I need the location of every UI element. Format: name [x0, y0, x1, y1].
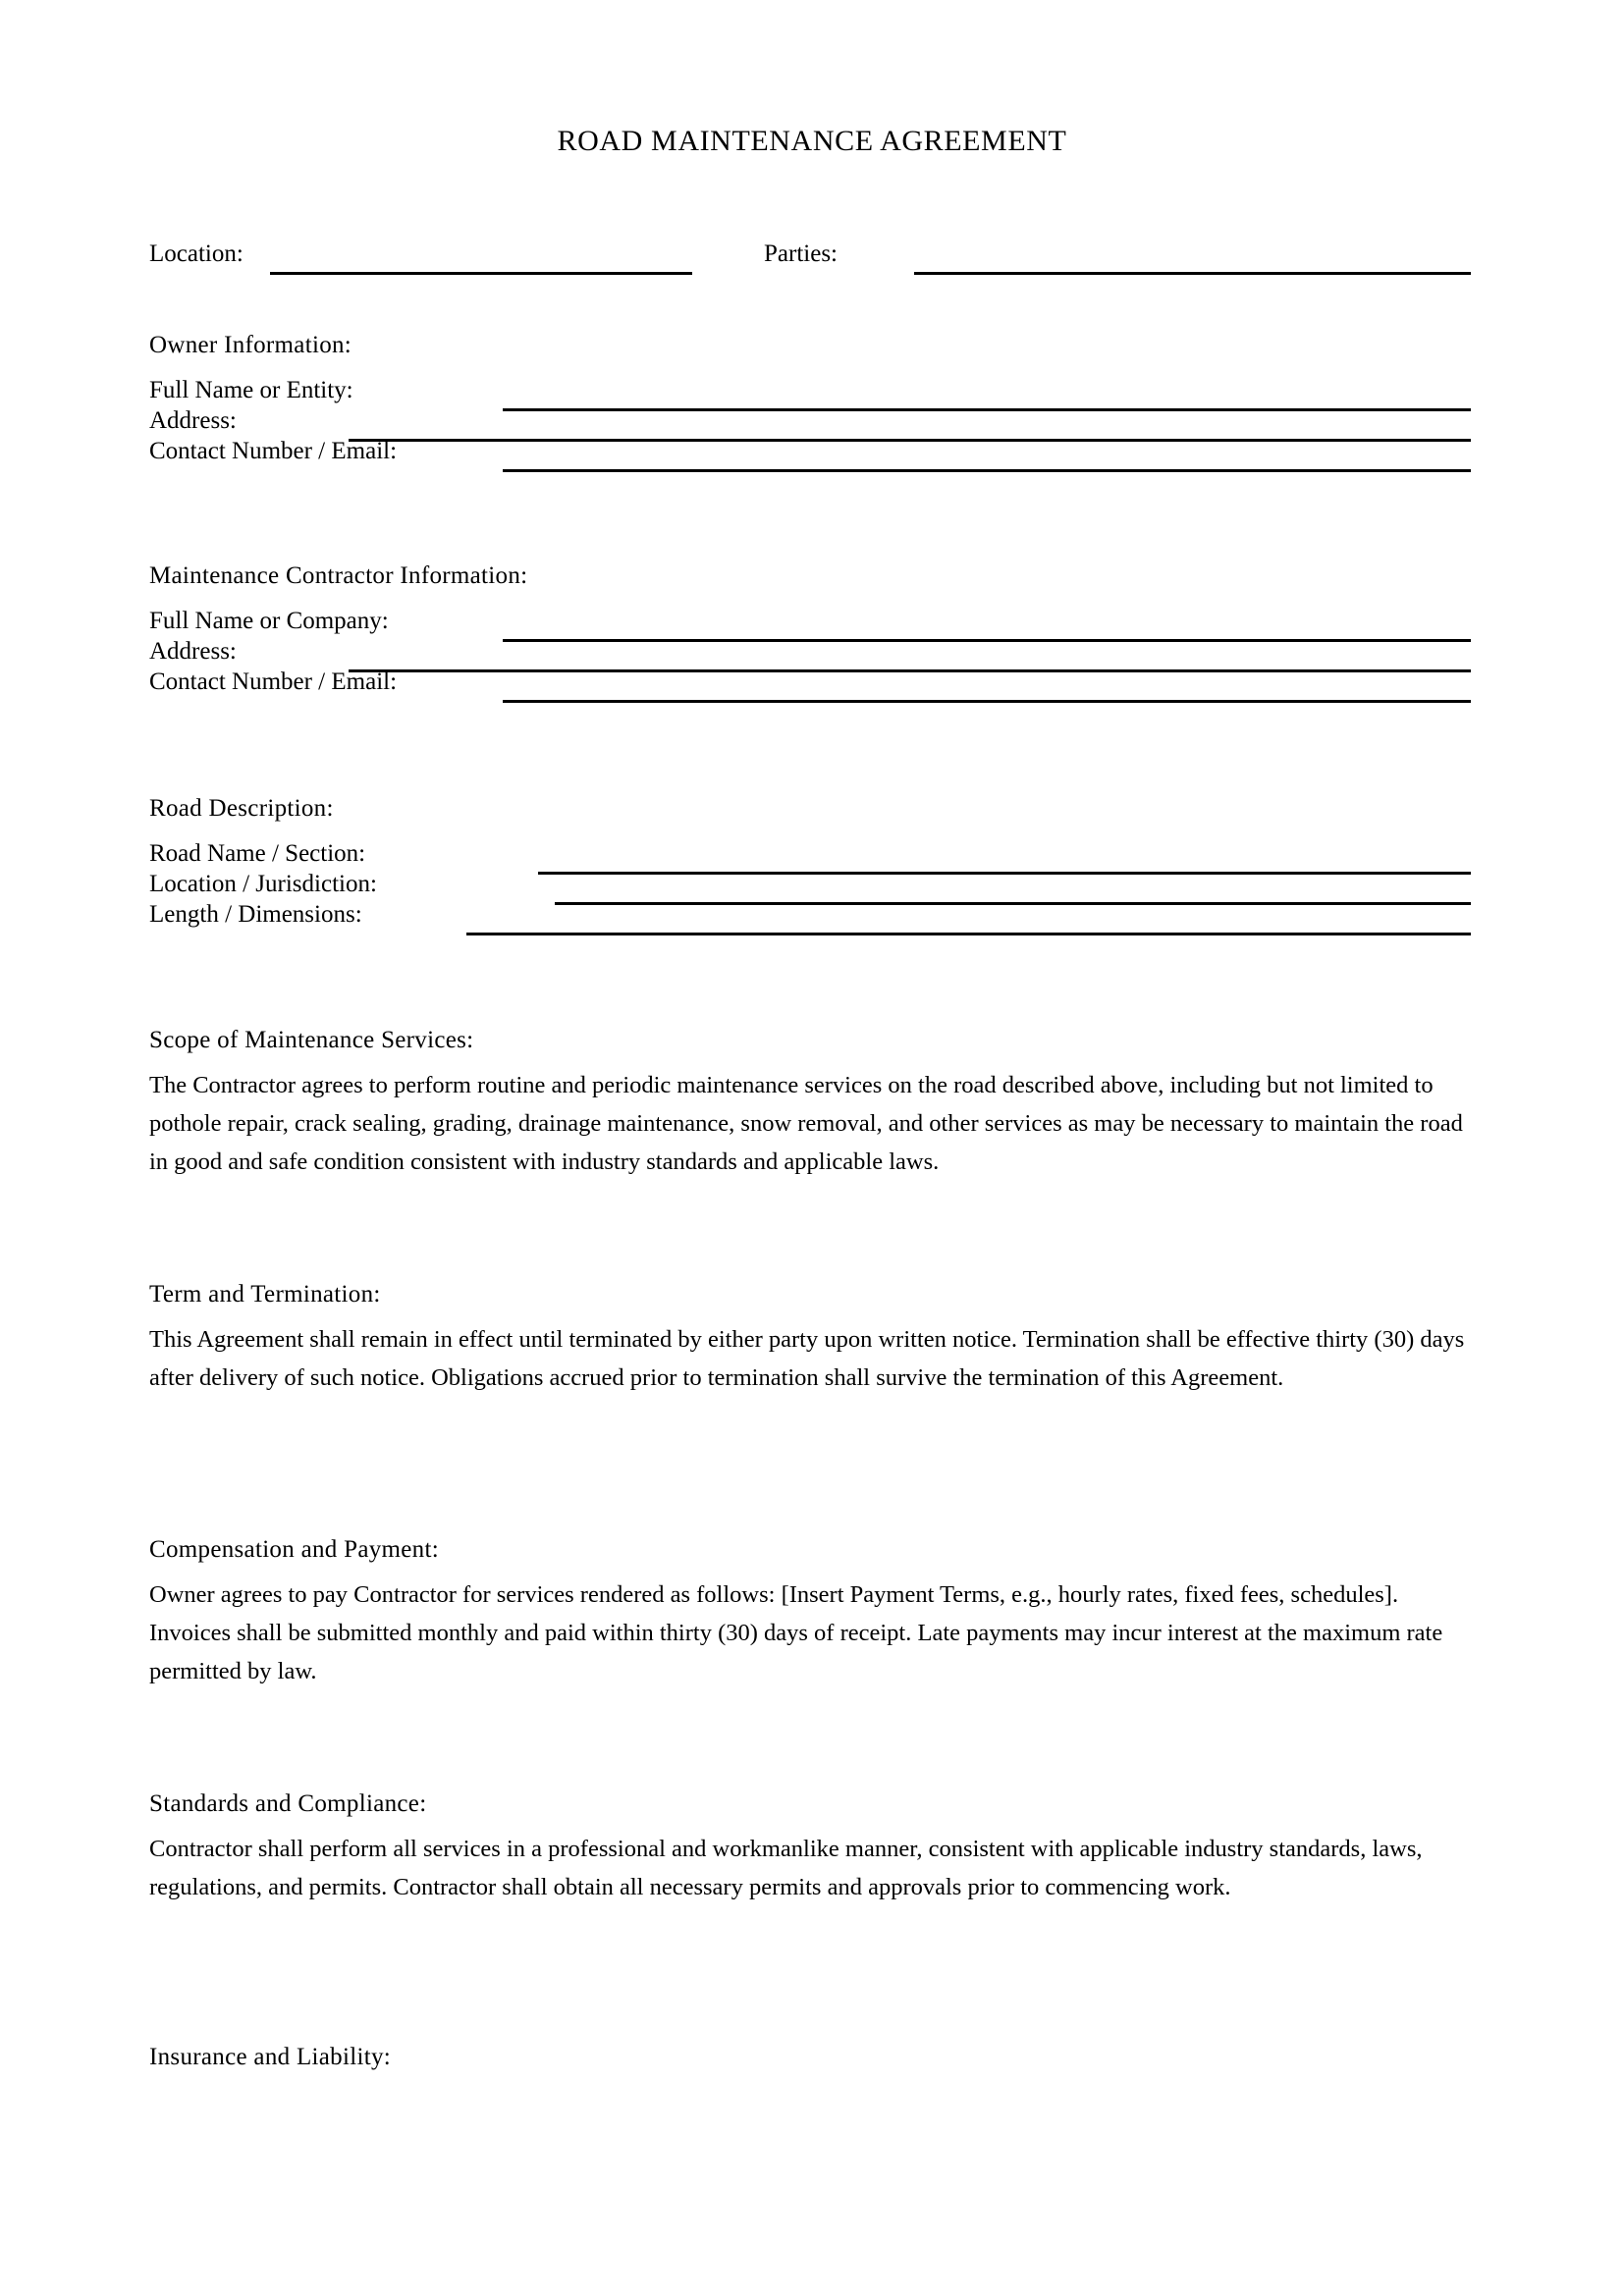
road-length-label: Length / Dimensions: [149, 901, 362, 928]
owner-information-heading: Owner Information: [149, 332, 352, 358]
page-title: ROAD MAINTENANCE AGREEMENT [557, 125, 1067, 157]
field-row-owner-contact [149, 433, 1471, 474]
clause-body-standards: Contractor shall perform all services in a professional and workmanlike manner, consistent with applicable industry standards, laws, regulations, and permits. Contractor shall obtain all necessary permits and approvals prior to commencing work. [149, 1836, 1423, 1900]
parties-input-line[interactable] [914, 272, 1471, 275]
clause-body-term: This Agreement shall remain in effect until terminated by either party upon written notice. Termination shall be effective thirty (30) days after delivery of such notice. Obligations accrued prior to termination shall survive the termination of this Agreement. [149, 1326, 1465, 1391]
contractor-contact-input-line[interactable] [503, 700, 1471, 703]
field-row-parties [764, 236, 1471, 277]
contractor-full-name-label: Full Name or Company: [149, 608, 389, 634]
clause-heading-compensation: Compensation and Payment: [149, 1536, 439, 1563]
location-input-line[interactable] [270, 272, 692, 275]
clause-body-scope: The Contractor agrees to perform routine and periodic maintenance services on the road described above, including but not limited to pothole repair, crack sealing, grading, drainage maintenance, snow removal, and other services as may be necessary to maintain the road in good and safe condition consistent with industry standards and applicable laws. [149, 1072, 1463, 1175]
contractor-information-heading: Maintenance Contractor Information: [149, 562, 528, 589]
road-description-heading: Road Description: [149, 795, 334, 822]
owner-address-label: Address: [149, 407, 237, 434]
field-row-contractor-contact [149, 664, 1471, 705]
field-row-road-length [149, 896, 1471, 937]
clause-heading-insurance: Insurance and Liability: [149, 2044, 392, 2070]
field-row-location [149, 236, 699, 277]
road-jurisdiction-label: Location / Jurisdiction: [149, 871, 377, 897]
clause-heading-term: Term and Termination: [149, 1281, 381, 1308]
clause-heading-standards: Standards and Compliance: [149, 1790, 427, 1817]
clause-body-compensation: Owner agrees to pay Contractor for services rendered as follows: [Insert Payment Terms, e.g., hourly rates, fixed fees, schedules]. Invoices shall be submitted monthly and paid within thirty (30) days of receipt. Late payments may incur interest at the maximum rate permitted by law. [149, 1581, 1443, 1684]
road-name-label: Road Name / Section: [149, 840, 366, 867]
owner-contact-input-line[interactable] [503, 469, 1471, 472]
contractor-address-label: Address: [149, 638, 237, 665]
clause-heading-scope: Scope of Maintenance Services: [149, 1027, 474, 1053]
contractor-contact-label: Contact Number / Email: [149, 668, 398, 695]
owner-full-name-label: Full Name or Entity: [149, 377, 353, 403]
road-length-input-line[interactable] [466, 933, 1471, 935]
parties-label: Parties: [764, 240, 838, 267]
location-label: Location: [149, 240, 244, 267]
owner-contact-label: Contact Number / Email: [149, 438, 398, 464]
